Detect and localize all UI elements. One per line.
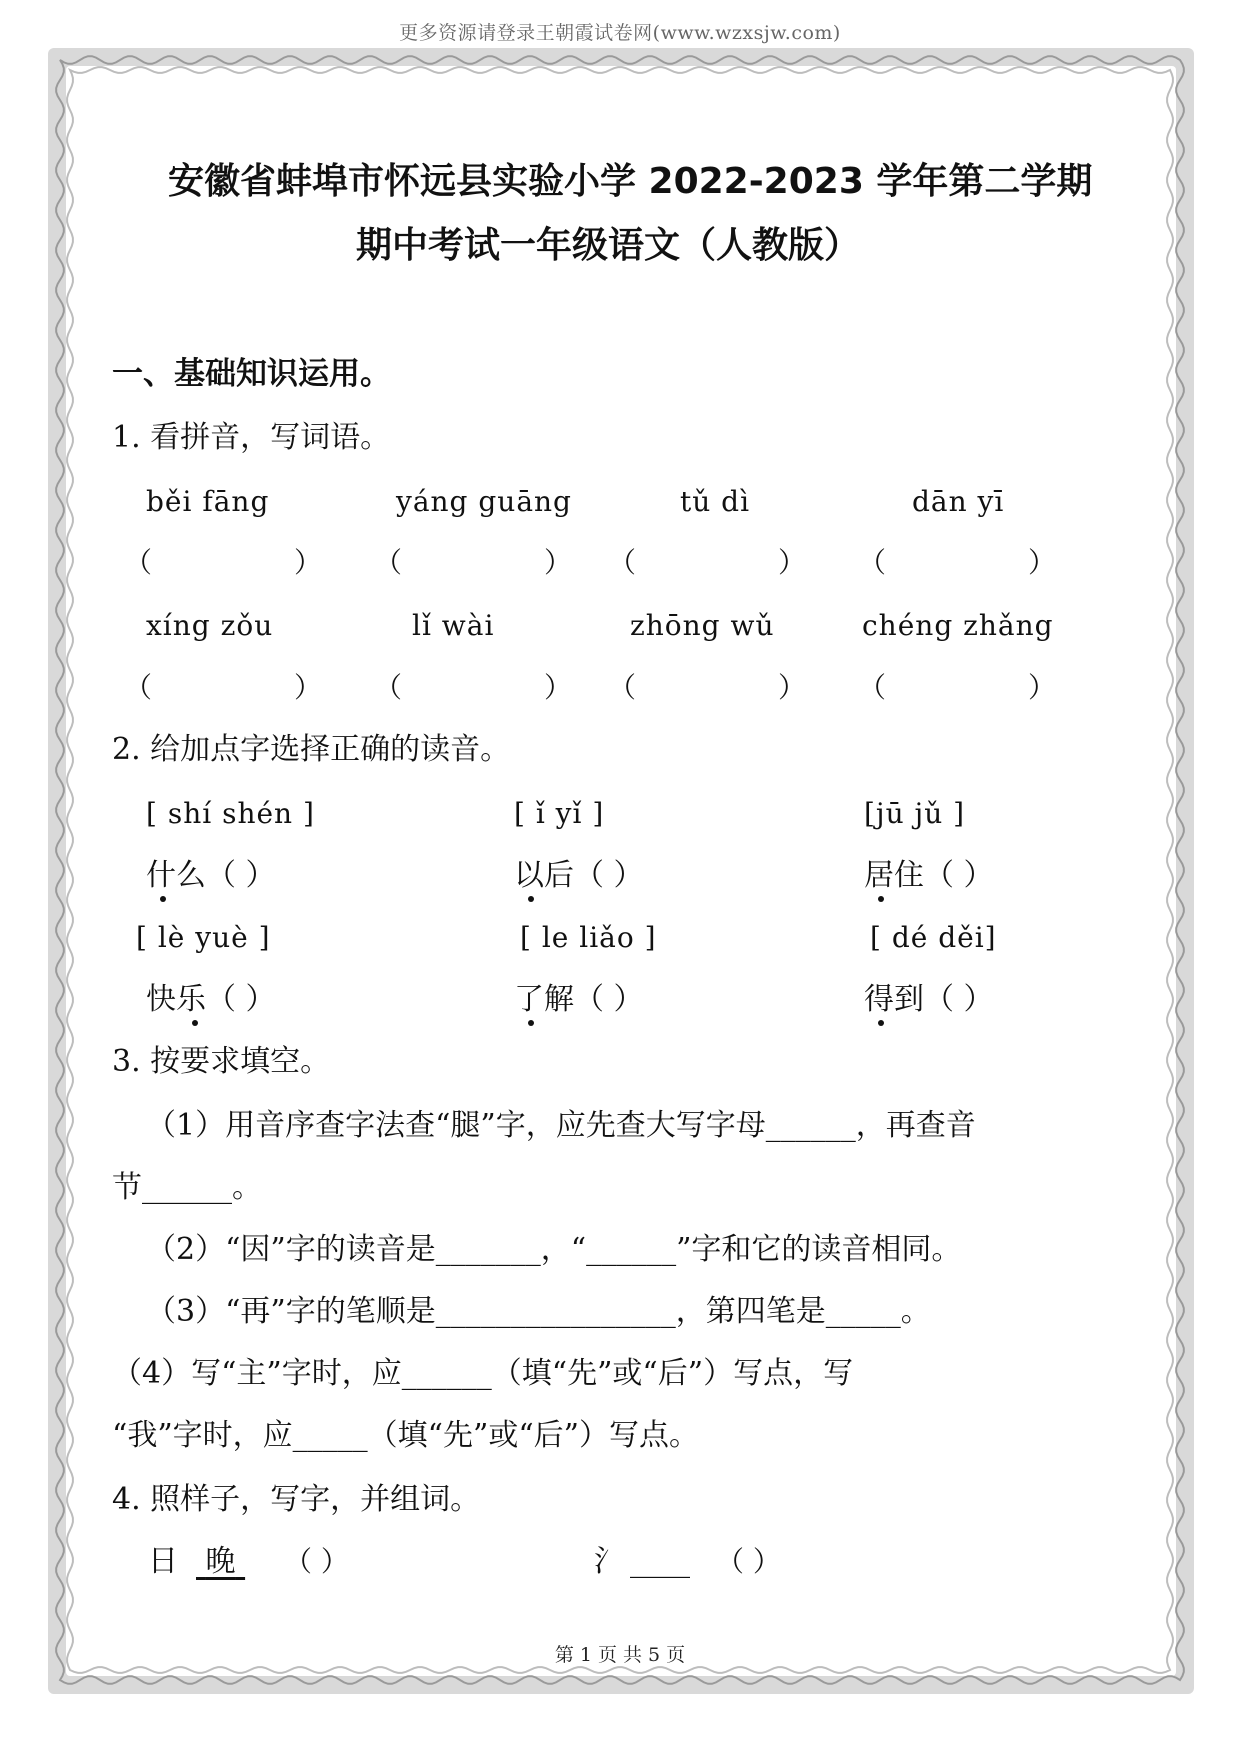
question-4-heading: 4. 照样子，写字，并组词。 [112, 1482, 481, 1517]
radical-example: 日 [148, 1544, 178, 1579]
emphasis-dot [528, 1020, 534, 1026]
answer-paren-left: （ [608, 546, 637, 579]
answer-paren-left: （ [124, 671, 153, 704]
pinyin-item: lǐ wài [412, 609, 495, 642]
pinyin-item: yáng guāng [396, 485, 572, 518]
emphasis-dot [192, 1020, 198, 1026]
pinyin-item: tǔ dì [680, 485, 751, 518]
page-footer: 第 1 页 共 5 页 [554, 1644, 686, 1666]
example-answer-char: 晚 [205, 1544, 236, 1579]
page-title-line1: 安徽省蚌埠市怀远县实验小学 2022-2023 学年第二学期 [168, 161, 1093, 202]
answer-paren-right: ） [294, 546, 323, 579]
pinyin-item: zhōng wǔ [630, 609, 775, 642]
answer-paren-left: （ [124, 546, 153, 579]
pinyin-item: dān yī [912, 485, 1005, 518]
pronunciation-options: [ le liǎo ] [520, 921, 657, 954]
answer-paren-right: ） [778, 671, 807, 704]
pronunciation-options: [ shí shén ] [146, 797, 315, 830]
answer-paren: （ ） [284, 1545, 349, 1578]
answer-paren-left: （ [374, 671, 403, 704]
pronunciation-options: [ lè yuè ] [136, 921, 271, 954]
page-title-line2: 期中考试一年级语文（人教版） [356, 225, 861, 266]
fill-in-item: （1）用音序查字法查“腿”字，应先查大写字母______，再查音 [146, 1108, 976, 1143]
emphasis-dot [878, 896, 884, 902]
question-1-heading: 1. 看拼音，写词语。 [112, 420, 391, 455]
pinyin-item: chéng zhǎng [862, 609, 1054, 642]
answer-paren-right: ） [778, 546, 807, 579]
fill-in-item: “我”字时，应_____（填“先”或“后”）写点。 [112, 1418, 700, 1453]
answer-paren: （ ） [716, 1545, 781, 1578]
answer-paren-right: ） [544, 546, 573, 579]
question-2-heading: 2. 给加点字选择正确的读音。 [112, 732, 511, 767]
answer-paren-right: ） [1028, 671, 1057, 704]
pinyin-item: xíng zǒu [146, 609, 274, 642]
pinyin-item: běi fāng [146, 485, 270, 518]
fill-in-item: （3）“再”字的笔顺是________________，第四笔是_____。 [146, 1294, 931, 1329]
answer-paren-left: （ [374, 546, 403, 579]
pronunciation-options: [jū jǔ ] [864, 797, 966, 830]
answer-paren-right: ） [544, 671, 573, 704]
word-with-dotted-char: 什么（ ） [146, 858, 276, 893]
pronunciation-options: [ ǐ yǐ ] [514, 797, 605, 830]
emphasis-dot [160, 896, 166, 902]
answer-paren-right: ） [1028, 546, 1057, 579]
word-with-dotted-char: 居住（ ） [864, 858, 994, 893]
emphasis-dot [528, 896, 534, 902]
answer-paren-left: （ [858, 546, 887, 579]
word-with-dotted-char: 以后（ ） [514, 858, 644, 893]
fill-in-item: 节______。 [112, 1170, 262, 1205]
word-with-dotted-char: 得到（ ） [864, 982, 994, 1017]
fill-in-item: （2）“因”字的读音是_______，“______”字和它的读音相同。 [146, 1232, 962, 1267]
answer-paren-left: （ [858, 671, 887, 704]
radical-item: 氵 [594, 1544, 624, 1579]
fill-in-item: （4）写“主”字时，应______（填“先”或“后”）写点，写 [112, 1356, 854, 1391]
section-heading: 一、基础知识运用。 [112, 356, 391, 392]
example-answer [196, 1544, 245, 1580]
watermark: 更多资源请登录王朝霞试卷网(www.wzxsjw.com) [399, 22, 841, 44]
word-with-dotted-char: 快乐（ ） [146, 982, 276, 1017]
answer-paren-right: ） [294, 671, 323, 704]
word-with-dotted-char: 了解（ ） [514, 982, 644, 1017]
question-3-heading: 3. 按要求填空。 [112, 1044, 331, 1079]
pronunciation-options: [ dé děi] [870, 921, 997, 954]
emphasis-dot [878, 1020, 884, 1026]
answer-blank: ____ [630, 1544, 690, 1579]
answer-paren-left: （ [608, 671, 637, 704]
